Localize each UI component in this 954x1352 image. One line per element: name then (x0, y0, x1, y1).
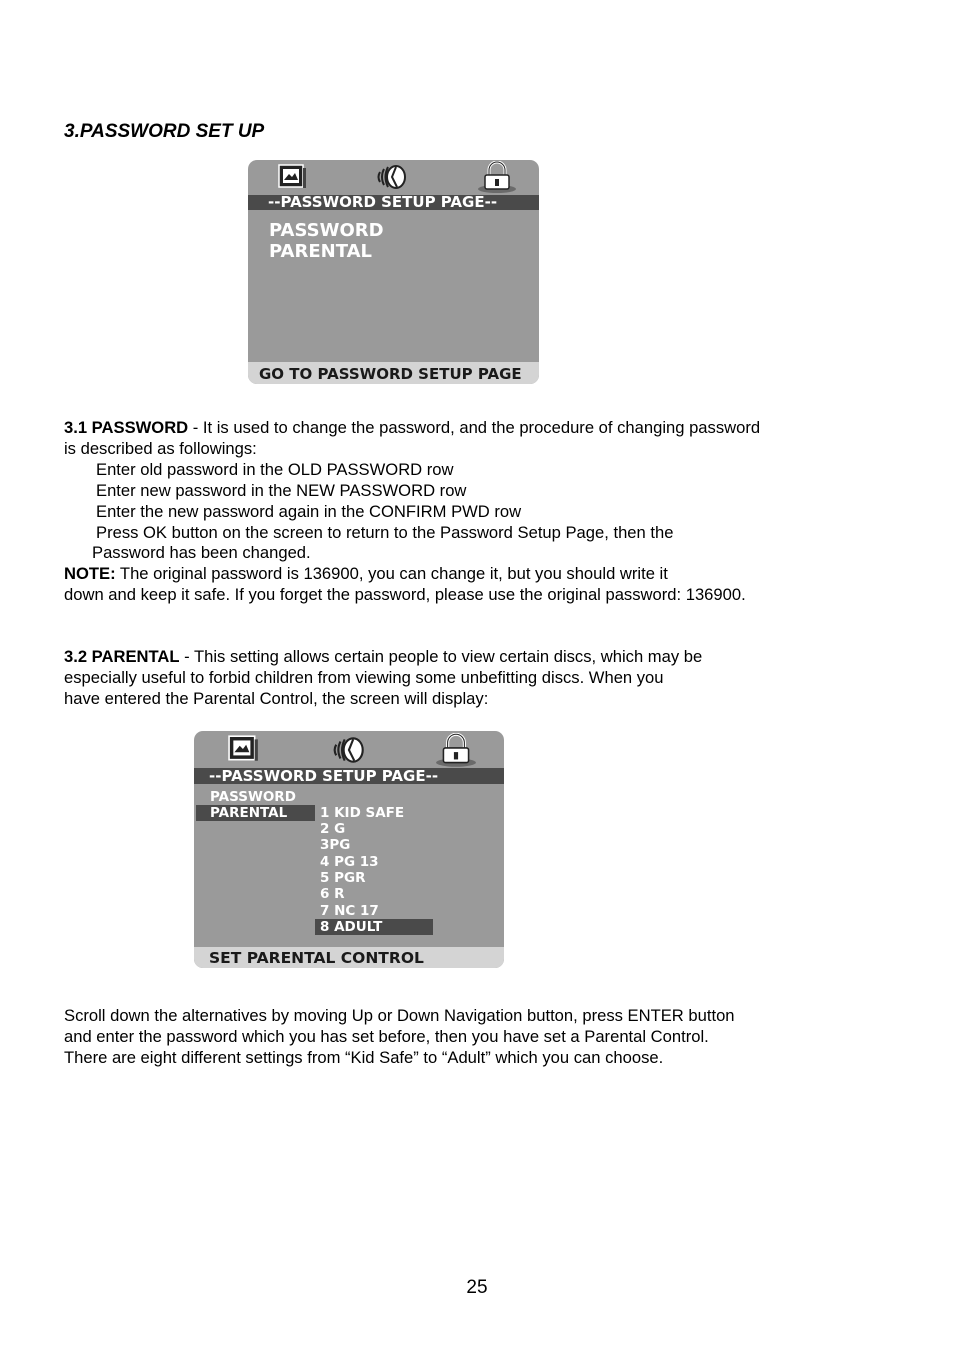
password-note (64, 564, 668, 585)
parental-line2: especially useful to forbid children from viewing some unbefitting discs. When you (64, 668, 664, 687)
parental-intro (64, 647, 702, 668)
parental-option[interactable]: 2 G (320, 821, 346, 837)
menu-item-password[interactable]: PASSWORD (269, 220, 384, 241)
closing-line: and enter the password which you has set before, then you have set a Parental Control. (64, 1027, 709, 1046)
speaker-icon (332, 734, 368, 770)
parental-option[interactable]: 3PG (320, 837, 351, 853)
section-title: 3.PASSWORD SET UP (64, 121, 265, 142)
photo-icon (278, 164, 308, 194)
parental-option[interactable]: 4 PG 13 (320, 854, 379, 870)
osd-icon-bar (248, 160, 539, 196)
closing-line: There are eight different settings from “Kid Safe” to “Adult” which you can choose. (64, 1048, 664, 1067)
password-intro (64, 418, 760, 439)
osd-header: --PASSWORD SETUP PAGE-- (248, 195, 539, 210)
note-label: NOTE: (64, 564, 116, 583)
parental-option-selected[interactable]: 8 ADULT (315, 919, 433, 935)
photo-icon (228, 735, 260, 767)
parental-option[interactable]: 7 NC 17 (320, 903, 379, 919)
osd-footer: GO TO PASSWORD SETUP PAGE (248, 362, 539, 384)
password-step: Enter new password in the NEW PASSWORD row (96, 481, 467, 500)
password-step: Enter old password in the OLD PASSWORD row (96, 460, 454, 479)
osd-header: --PASSWORD SETUP PAGE-- (194, 768, 504, 784)
password-intro-text: - It is used to change the password, and the procedure of changing password (188, 418, 761, 437)
password-step-continued: Password has been changed. (92, 543, 311, 562)
menu-item-parental[interactable]: PARENTAL (196, 805, 315, 821)
password-intro-line2: is described as followings: (64, 439, 257, 458)
password-heading: 3.1 PASSWORD (64, 418, 189, 437)
lock-icon (434, 733, 478, 771)
parental-intro-text: - This setting allows certain people to view certain discs, which may be (179, 647, 703, 666)
password-step: Enter the new password again in the CONFIRM PWD row (96, 502, 522, 521)
menu-item-password[interactable]: PASSWORD (210, 789, 296, 805)
osd-icon-bar (194, 731, 504, 767)
lock-icon (476, 161, 518, 197)
parental-heading: 3.2 PARENTAL (64, 647, 180, 666)
parental-option[interactable]: 1 KID SAFE (320, 805, 405, 821)
osd-footer: SET PARENTAL CONTROL (194, 947, 504, 968)
speaker-icon (376, 162, 410, 196)
parental-control-screen (194, 731, 504, 968)
menu-item-parental[interactable]: PARENTAL (269, 241, 372, 262)
parental-option[interactable]: 6 R (320, 886, 345, 902)
note-text: The original password is 136900, you can change it, but you should write it (115, 564, 668, 583)
parental-line3: have entered the Parental Control, the screen will display: (64, 689, 489, 708)
password-step: Press OK button on the screen to return to the Password Setup Page, then the (96, 523, 674, 542)
page-number: 25 (466, 1277, 488, 1298)
password-note-line2: down and keep it safe. If you forget the password, please use the original password: 136900. (64, 585, 746, 604)
password-setup-screen (248, 160, 539, 384)
closing-line: Scroll down the alternatives by moving Up or Down Navigation button, press ENTER button (64, 1006, 735, 1025)
parental-option[interactable]: 5 PGR (320, 870, 366, 886)
